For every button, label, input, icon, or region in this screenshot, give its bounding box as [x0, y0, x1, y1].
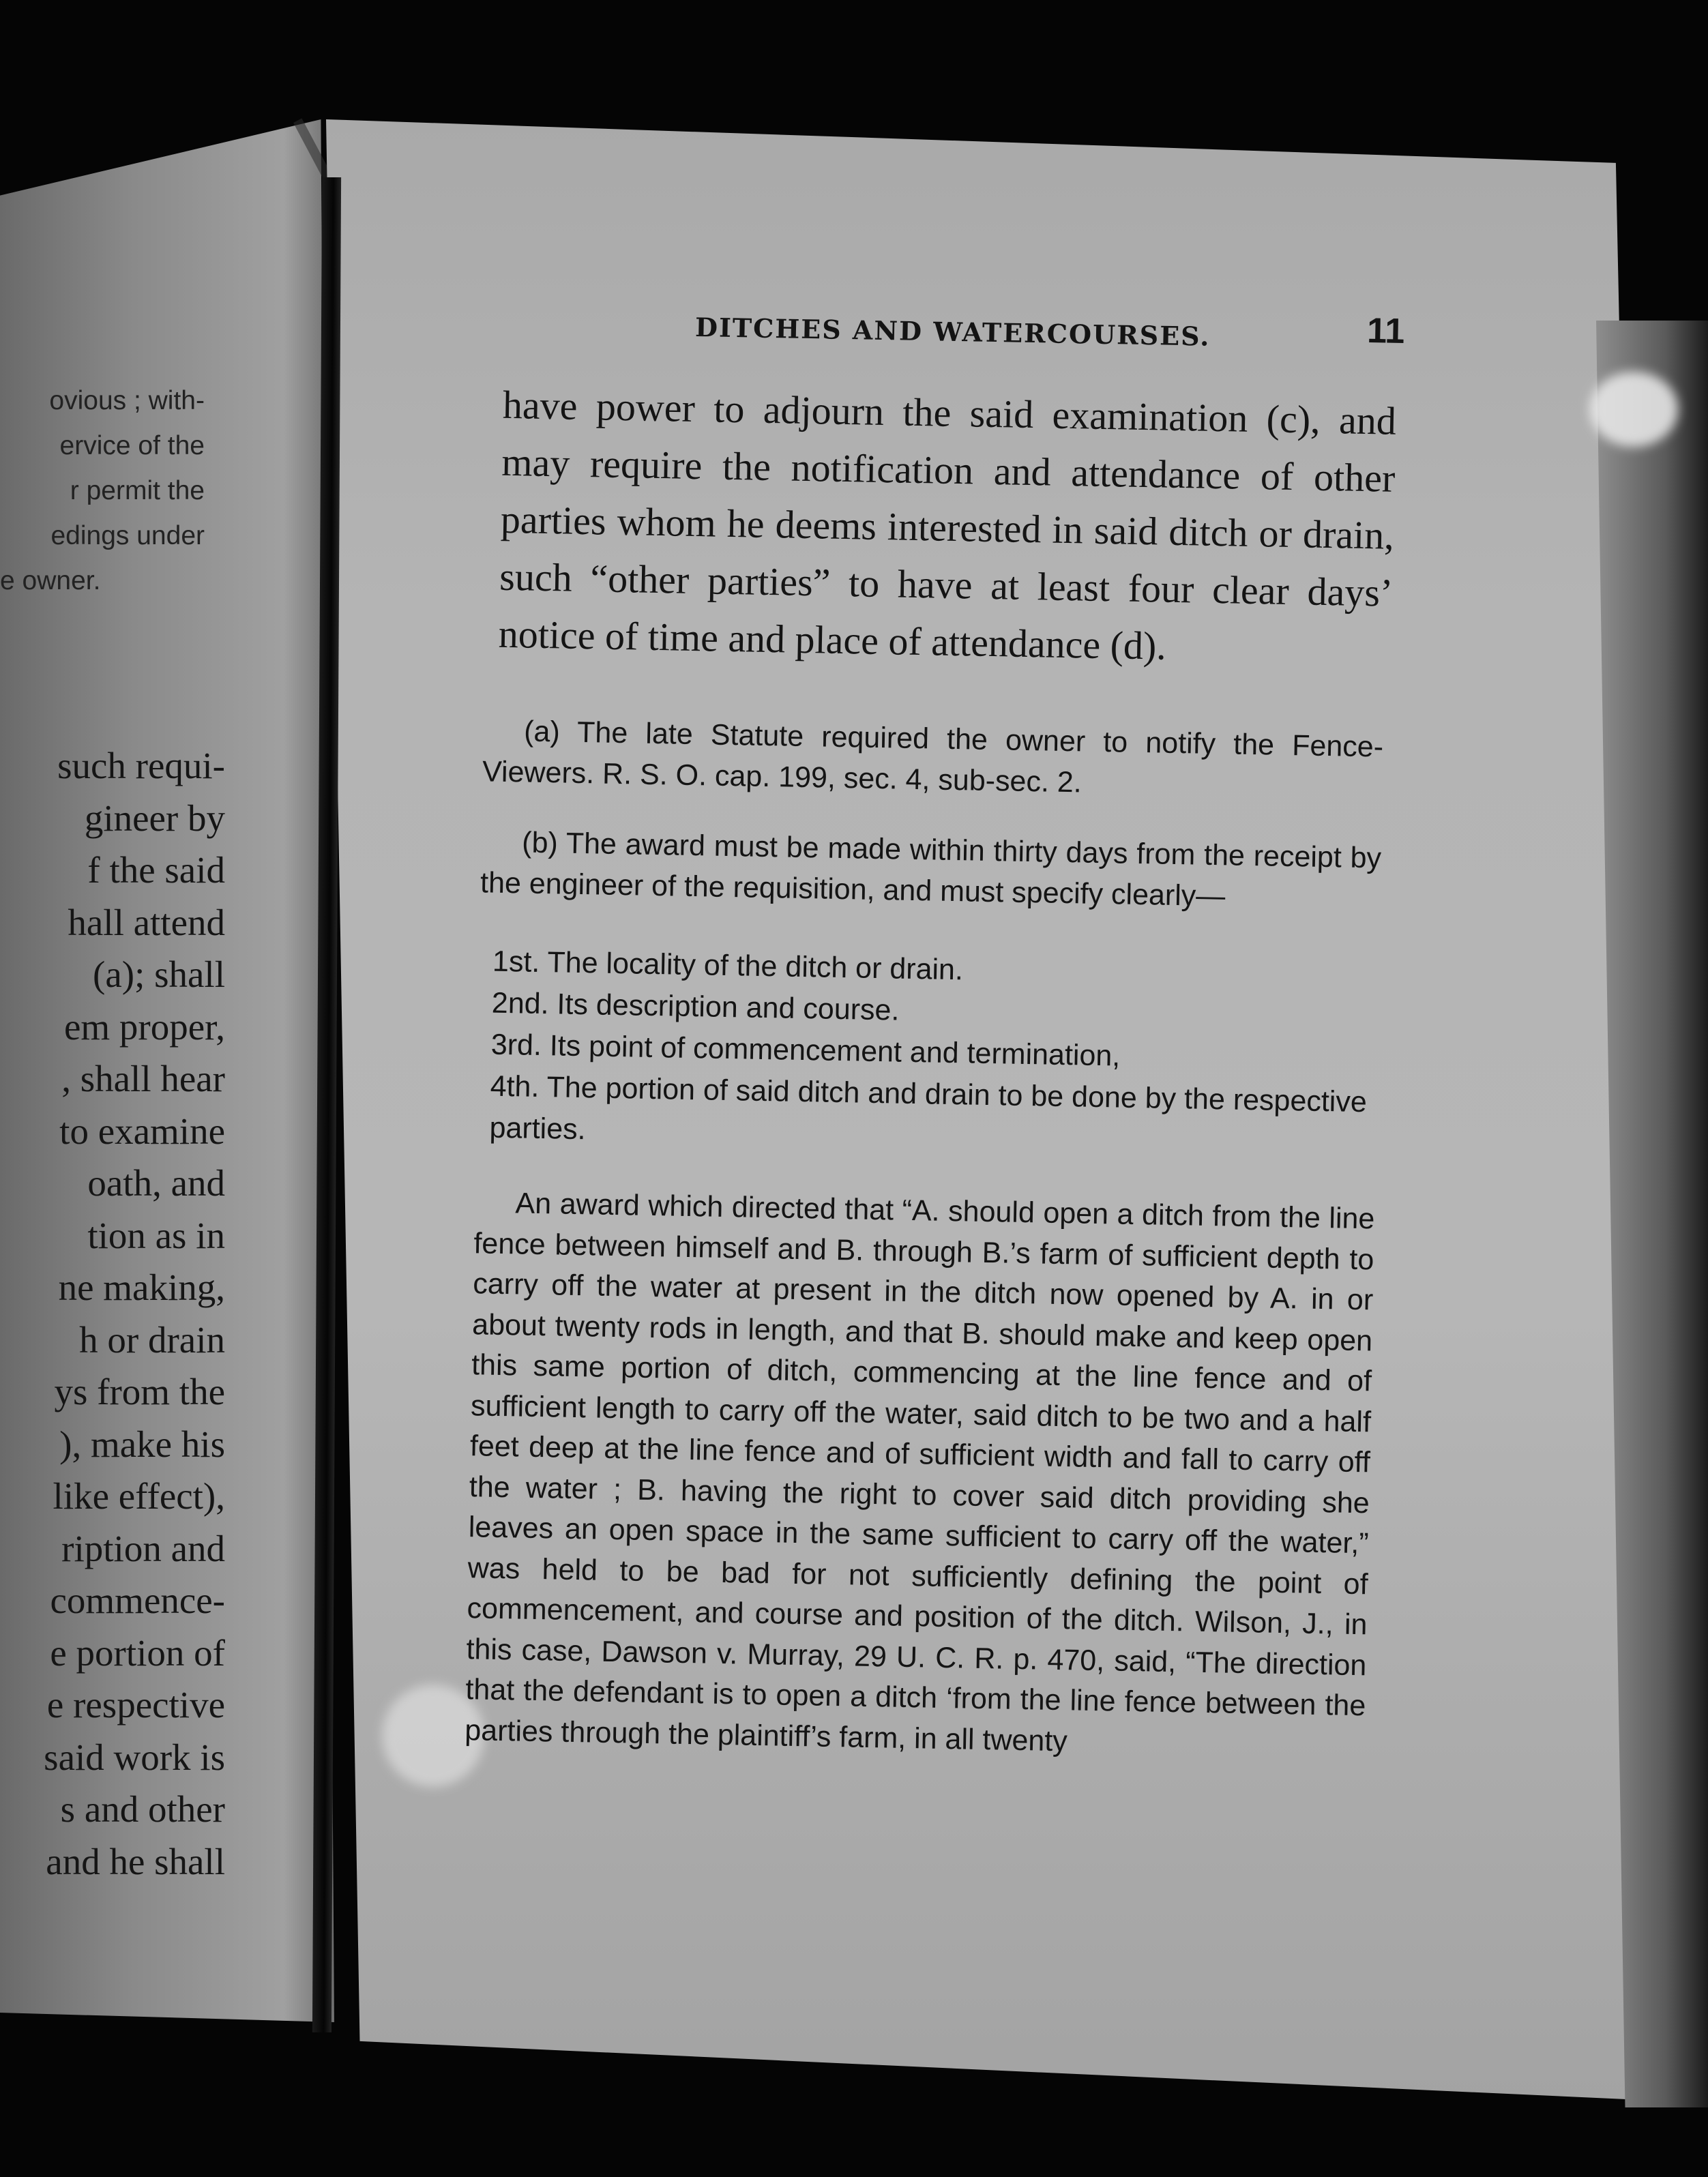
left-body-line: such requi-	[57, 745, 225, 786]
left-body-line: h or drain	[79, 1318, 225, 1361]
left-body-line: ys from the	[54, 1371, 225, 1412]
award-requirements-list	[489, 941, 1379, 1166]
left-body-line: e respective	[46, 1684, 225, 1726]
left-body-line: (a); shall	[93, 953, 225, 995]
left-page-small-text	[0, 379, 205, 604]
main-paragraph: have power to adjourn the said examination (c), and may require the notification and attendance of other parties whom he deems interested in said ditch or drain, such “other parties” to have at least four clear days’ notice of time and place of attendance (d).	[498, 382, 1397, 668]
left-body-line: like effect),	[53, 1475, 225, 1517]
left-small-line: ervice of the	[59, 431, 205, 460]
left-body-line: ), make his	[59, 1423, 225, 1465]
left-small-line: ovious ; with-	[49, 386, 205, 415]
list-item: 3rd. Its point of commencement and termination,	[490, 1028, 1121, 1073]
left-body-line: and he shall	[46, 1840, 225, 1882]
left-body-line: ription and	[61, 1527, 225, 1569]
left-page-body-text	[0, 740, 225, 1888]
left-body-line: commence-	[50, 1580, 225, 1621]
left-body-line: to examine	[59, 1110, 225, 1152]
list-item: 4th. The portion of said ditch and drain to be done by the respective parties.	[489, 1069, 1368, 1146]
left-small-line: e owner.	[0, 566, 101, 595]
left-body-line: f the said	[87, 849, 225, 891]
left-body-line: tion as in	[87, 1214, 225, 1256]
left-body-line: em proper,	[63, 1005, 225, 1048]
page-number: 11	[1366, 311, 1405, 352]
left-small-line: edings under	[50, 521, 205, 550]
footnote-a: (a) The late Statute required the owner to notify the Fence-Viewers. R. S. O. cap. 199, sec. 4, sub-sec. 2.	[482, 715, 1384, 799]
left-body-line: oath, and	[87, 1162, 225, 1204]
paper-stain-top-right	[1589, 372, 1678, 447]
case-paragraph: An award which directed that “A. should open a ditch from the line fence between himself and B. through B.’s farm of sufficient depth to carry off the water at present in the ditch now opened by A. in or about twenty rods in length, and that B. should make and keep open this same portion of ditch, commencing at the line fence and of sufficient length to carry off the water, said ditch to be two and a half feet deep at the line fence and of sufficient width and fall to carry off the water ; B. having the right to cover said ditch providing she leaves an open space in the same sufficient to carry off the water,” was held to be bad for not sufficiently defining the point of commencement, and course and position of the ditch. Wilson, J., in this case, Dawson v. Murray, 29 U. C. R. p. 470, said, “The direction that the defendant is to open a ditch ‘from the line fence between the parties through the plaintiff’s farm, in all twenty	[464, 1187, 1375, 1758]
left-body-line: ne making,	[58, 1267, 225, 1308]
left-body-line: e portion of	[50, 1631, 225, 1674]
running-head: DITCHES AND WATERCOURSES.	[694, 311, 1211, 352]
left-body-line: gineer by	[84, 797, 225, 839]
list-item: 1st. The locality of the ditch or drain.	[492, 945, 964, 987]
left-body-line: said work is	[44, 1736, 225, 1778]
left-body-line: hall attend	[68, 901, 225, 943]
footnote-b: (b) The award must be made within thirty days from the receipt by the engineer of the requisition, and must specify clearly—	[480, 826, 1382, 913]
right-page-content	[409, 293, 1412, 1797]
left-body-line: , shall hear	[61, 1058, 225, 1099]
list-item: 2nd. Its description and course.	[491, 986, 900, 1027]
left-small-line: r permit the	[70, 476, 205, 505]
left-body-line: s and other	[60, 1788, 225, 1830]
